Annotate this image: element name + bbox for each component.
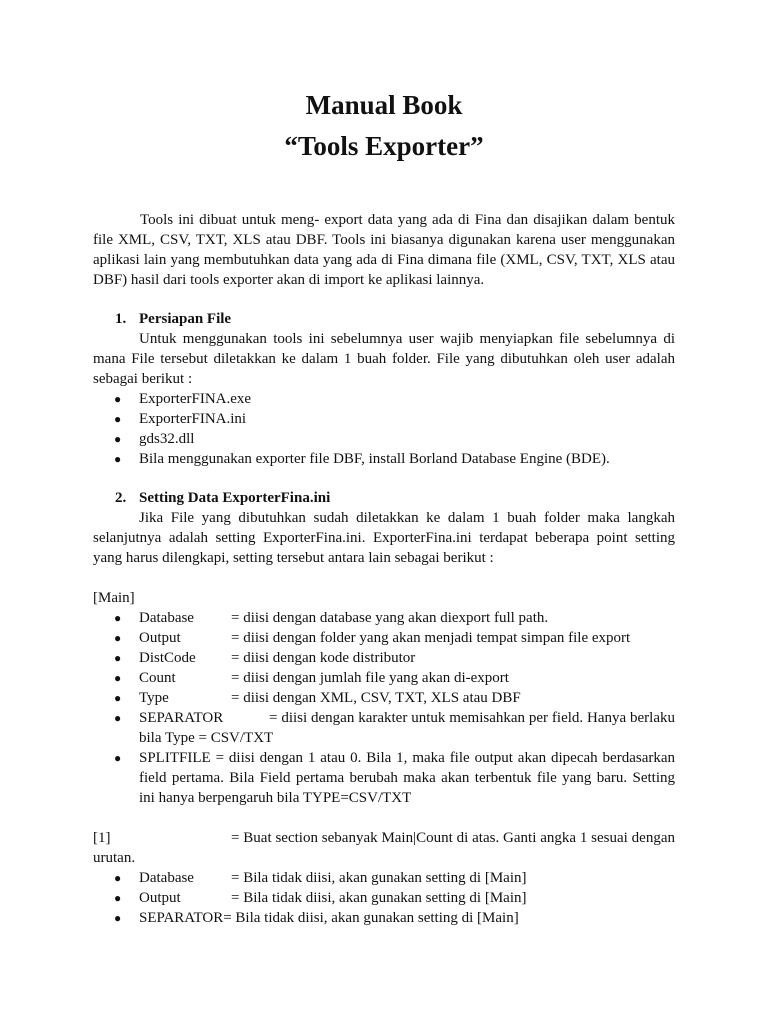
section-1-paragraph: Untuk menggunakan tools ini sebelumnya user wajib menyiapkan file sebelumnya di mana File tersebut diletakkan ke dalam 1 buah folder. File yang dibutuhkan oleh user adalah sebagai berikut : (93, 331, 675, 387)
section-one-description: = Buat section sebanyak Main|Count di atas. Ganti angka 1 sesuai dengan urutan. (93, 830, 675, 866)
setting-row-output: ● Output = Bila tidak diisi, akan gunakan setting di [Main] (114, 890, 527, 906)
section-2-paragraph: Jika File yang dibutuhkan sudah diletakkan ke dalam 1 buah folder maka langkah selanjutnya adalah setting ExporterFina.ini. ExporterFina.ini terdapat beberapa point setting yang harus dilengkapi, setting tersebut antara lain sebagai berikut : (93, 510, 675, 566)
bullet-icon: ● (114, 751, 122, 765)
section-one-row (93, 828, 675, 868)
setting-row-distcode: ● DistCode = diisi dengan kode distributor (114, 650, 416, 666)
setting-row-database: ● Database = diisi dengan database yang akan diexport full path. (114, 610, 549, 626)
section-one-settings-list (93, 868, 675, 928)
section-1-title: Persiapan File (139, 311, 232, 327)
section-1-file-list (93, 389, 675, 469)
section-2-number: 2. (115, 490, 127, 506)
title-line-2: “Tools Exporter” (284, 131, 484, 161)
section-2-title: Setting Data ExporterFina.ini (139, 490, 331, 506)
bullet-icon: ● (114, 691, 122, 705)
setting-row-separator: ● SEPARATOR = diisi dengan karakter untuk memisahkan per field. Hanya berlaku bila Type = CSV/TXT (114, 710, 675, 746)
document-page (93, 0, 675, 928)
bullet-icon: ● (114, 392, 122, 406)
list-item: ● ExporterFINA.exe (114, 391, 252, 407)
bullet-icon: ● (114, 611, 122, 625)
bullet-icon: ● (114, 432, 122, 446)
bullet-icon: ● (114, 911, 122, 925)
section-1-number: 1. (115, 311, 127, 327)
setting-row-splitfile: ● SPLITFILE = diisi dengan 1 atau 0. Bila 1, maka file output akan dipecah berdasarkan field pertama. Bila Field pertama berubah maka akan terbentuk file yang baru. Setting ini hanya berpengaruh bila TYPE=CSV/TXT (114, 750, 676, 806)
setting-row-type: ● Type = diisi dengan XML, CSV, TXT, XLS atau DBF (114, 690, 521, 706)
list-item: ● Bila menggunakan exporter file DBF, install Borland Database Engine (BDE). (114, 451, 610, 467)
list-item: ● ExporterFINA.ini (114, 411, 247, 427)
setting-row-database: ● Database = Bila tidak diisi, akan gunakan setting di [Main] (114, 870, 527, 886)
setting-row-output: ● Output = diisi dengan folder yang akan menjadi tempat simpan file export (114, 630, 631, 646)
bullet-icon: ● (114, 452, 122, 466)
title-line-1: Manual Book (305, 90, 463, 120)
bullet-icon: ● (114, 631, 122, 645)
bullet-icon: ● (114, 651, 122, 665)
bullet-icon: ● (114, 412, 122, 426)
section-2-heading (93, 488, 675, 508)
section-1-heading (93, 309, 675, 329)
document-title (93, 85, 675, 167)
bullet-icon: ● (114, 671, 122, 685)
bullet-icon: ● (114, 891, 122, 905)
setting-row-separator: ● SEPARATOR= Bila tidak diisi, akan gunakan setting di [Main] (114, 910, 519, 926)
bullet-icon: ● (114, 711, 122, 725)
bullet-icon: ● (114, 871, 122, 885)
setting-row-count: ● Count = diisi dengan jumlah file yang akan di-export (114, 670, 509, 686)
main-settings-list (93, 608, 675, 808)
list-item: ● gds32.dll (114, 431, 195, 447)
intro-paragraph: Tools ini dibuat untuk meng- export data yang ada di Fina dan disajikan dalam bentuk file XML, CSV, TXT, XLS atau DBF. Tools ini biasanya digunakan karena user menggunakan aplikasi lain yang membutuhkan data yang ada di Fina dimana file (XML, CSV, TXT, XLS atau DBF) hasil dari tools exporter akan di import ke aplikasi lainnya. (93, 212, 675, 288)
main-section-label: [Main] (93, 590, 135, 606)
section-one-label: [1] (93, 830, 111, 846)
